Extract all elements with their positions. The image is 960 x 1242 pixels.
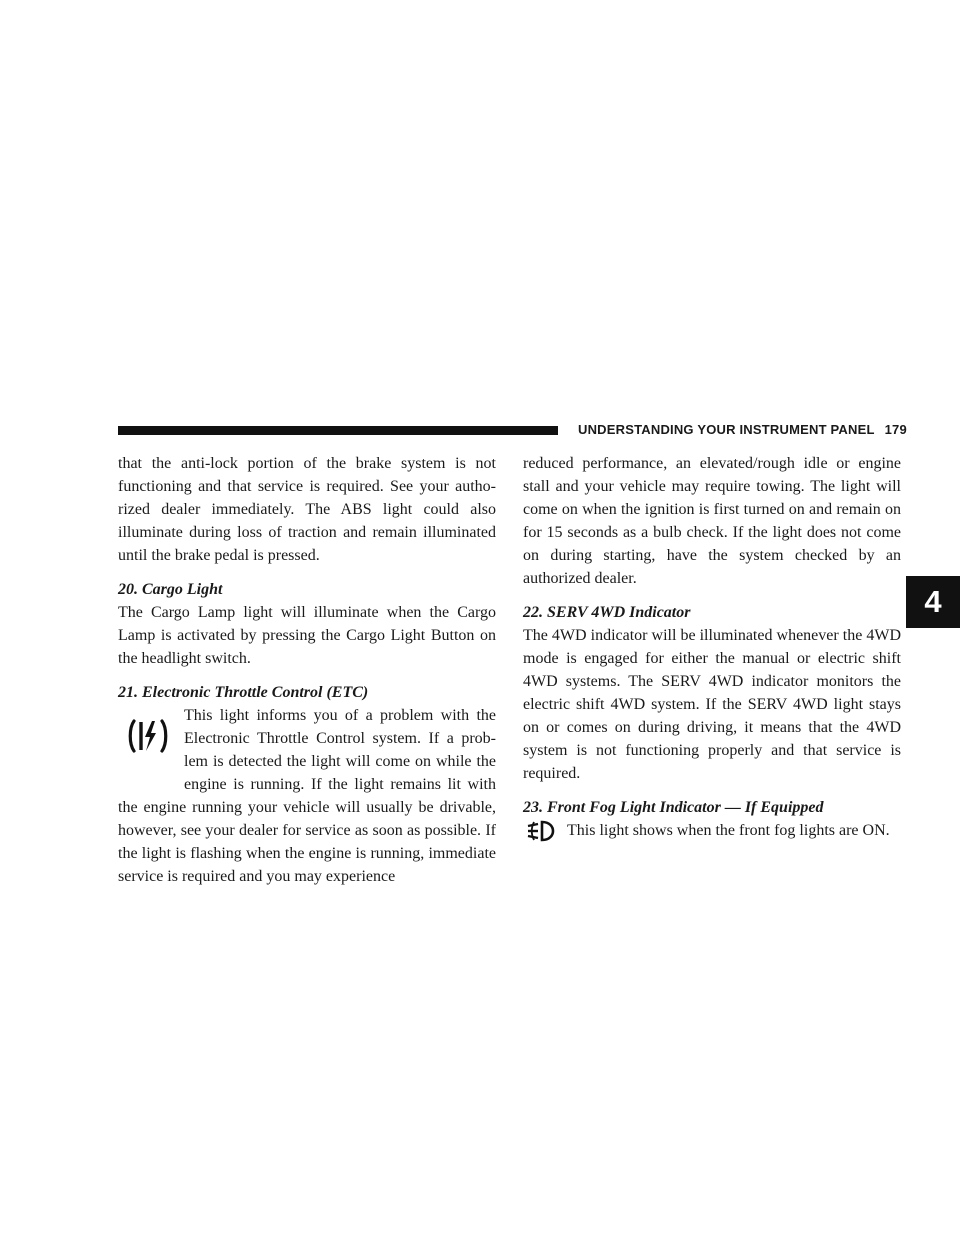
fog-light-heading: 23. Front Fog Light Indicator — If Equipped [523,799,824,816]
cargo-light-heading: 20. Cargo Light [118,581,223,598]
etc-body: This light informs you of a problem with the Electronic Throttle Control system. If a prob-lem is detected the light will come on while the engine is running. If the light remains lit with the engine running your vehicle will usually be drivable, however, see your dealer for service as soon as possible. If the light is flashing when the engine is running, immediate service is required and you may experience [118,707,496,885]
serv-4wd-body: The 4WD indicator will be illuminated whenever the 4WD mode is engaged for either the manual or electric shift 4WD systems. The SERV 4WD indicator monitors the electric shift 4WD system. If the SERV 4WD light stays on or comes on during driving, it means that the 4WD system is not functioning properly and that service is required. [523,627,901,782]
cargo-light-section [118,578,496,670]
section-title: UNDERSTANDING YOUR INSTRUMENT PANEL [578,422,875,437]
serv-4wd-section [523,601,901,785]
running-header [578,422,907,437]
fog-light-section [523,796,901,842]
abs-continued-paragraph: that the anti-lock portion of the brake system is not functioning and that service is required. See your autho-rized dealer immediately. The ABS light could also illuminate during loss of traction and remain illuminated until the brake pedal is pressed. [118,455,496,564]
header-rule [118,426,558,435]
right-column [523,452,901,845]
fog-light-body: This light shows when the front fog lights are ON. [567,822,890,839]
cargo-light-body: The Cargo Lamp light will illuminate when the Cargo Lamp is activated by pressing the Cargo Light Button on the headlight switch. [118,604,496,667]
etc-continued-paragraph: reduced performance, an elevated/rough idle or engine stall and your vehicle may require towing. The light will come on when the ignition is first turned on and remain on for 15 seconds as a bulb check. If the light does not come on during starting, have the system checked by an authorized dealer. [523,455,901,587]
etc-section [118,681,496,888]
left-column [118,452,496,888]
etc-warning-icon [118,704,184,776]
chapter-tab: 4 [906,576,960,628]
etc-heading: 21. Electronic Throttle Control (ETC) [118,684,369,701]
front-fog-light-icon [523,819,567,845]
serv-4wd-heading: 22. SERV 4WD Indicator [523,604,691,621]
page-number: 179 [884,422,907,437]
